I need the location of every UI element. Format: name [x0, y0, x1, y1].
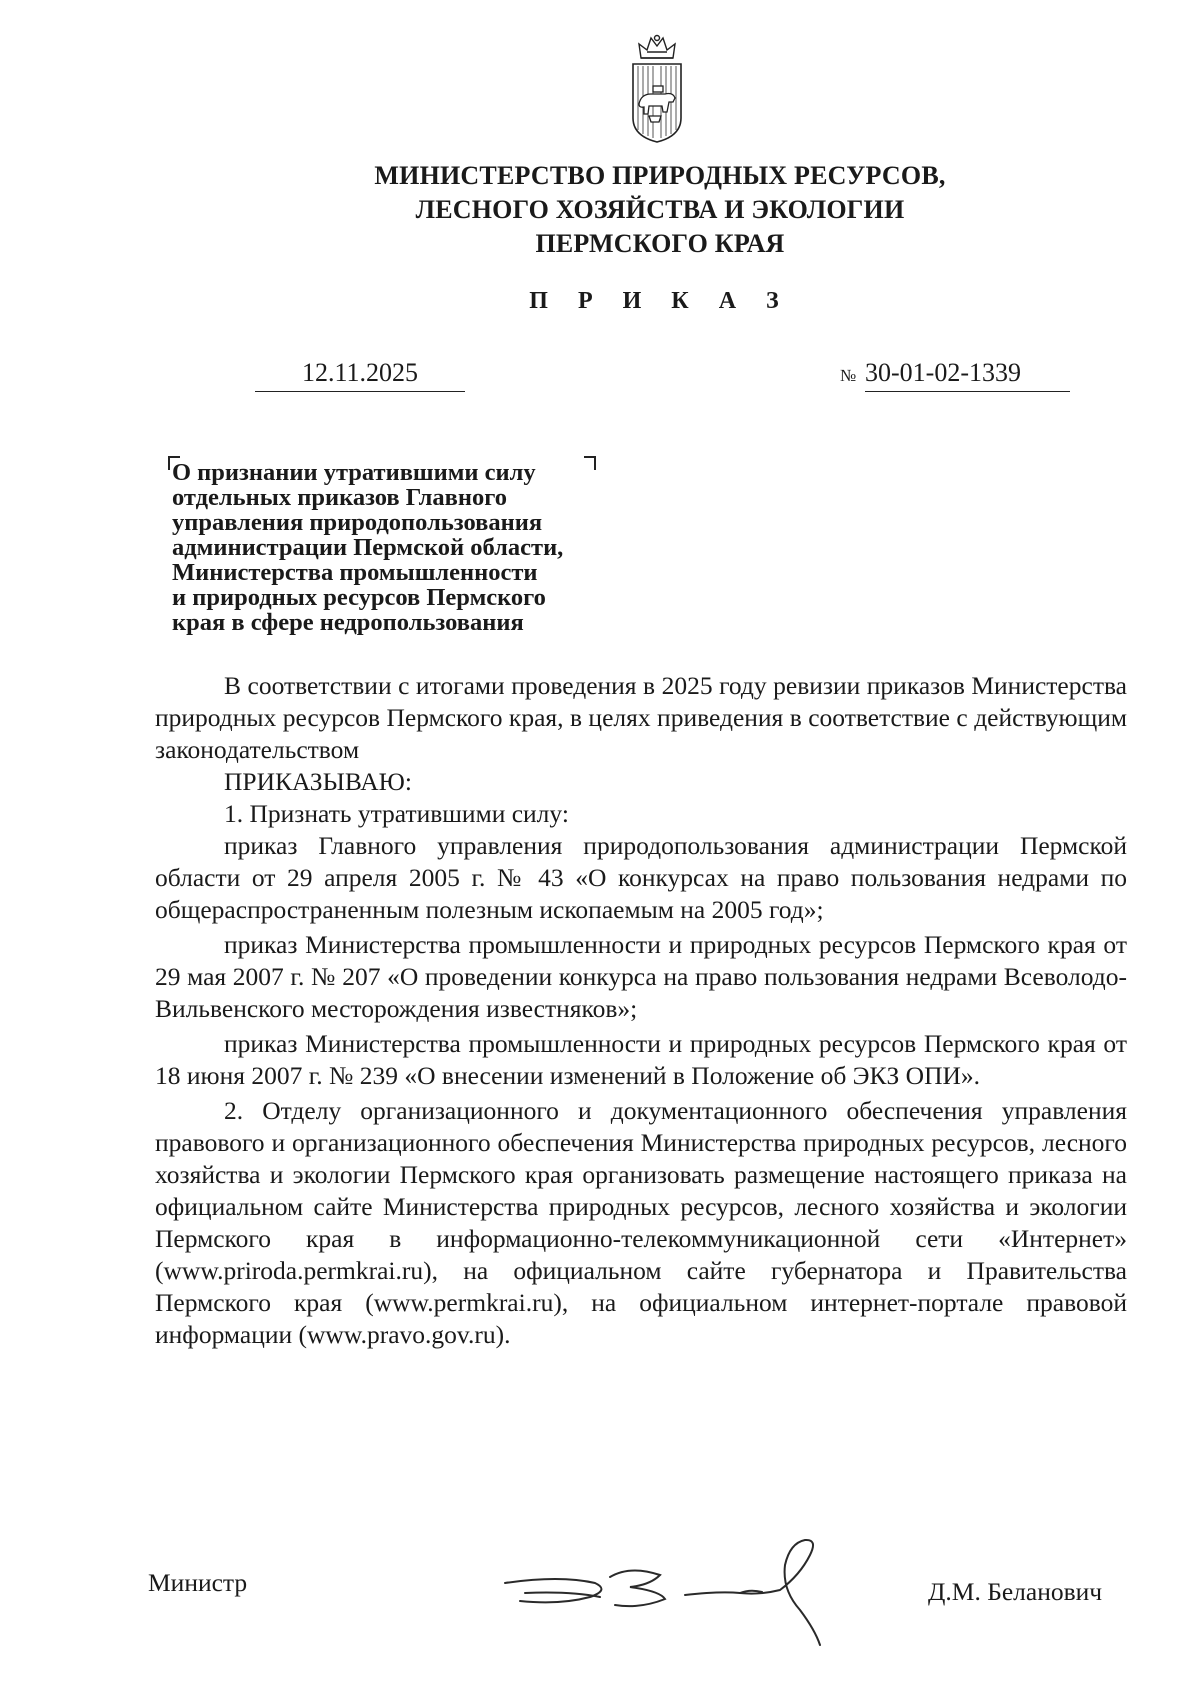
- item-1: 1. Признать утратившими силу:: [224, 799, 569, 828]
- subject-line: управления природопользования: [172, 509, 543, 536]
- subject-line: администрации Пермской области,: [172, 534, 564, 561]
- handwritten-signature: [500, 1535, 880, 1650]
- order-number: 30-01-02-1339: [865, 357, 1070, 392]
- subject-line: Министерства промышленности: [172, 559, 538, 586]
- subject-line: отдельных приказов Главного: [172, 484, 507, 511]
- number-sign: №: [840, 366, 857, 385]
- coat-of-arms-icon: [629, 32, 685, 144]
- item-1-repeal-c: приказ Министерства промышленности и природных ресурсов Пермского края от 18 июня 2007 г. № 239 «О внесении изменений в Положение об ЭКЗ ОПИ».: [155, 1029, 1127, 1090]
- subject-line: края в сфере недропользования: [172, 609, 524, 636]
- ministry-name-line2: ЛЕСНОГО ХОЗЯЙСТВА И ЭКОЛОГИИ: [415, 195, 905, 224]
- subject-line: и природных ресурсов Пермского: [172, 584, 546, 611]
- order-body: [155, 670, 1127, 1351]
- ministry-name-line3: ПЕРМСКОГО КРАЯ: [535, 229, 785, 258]
- preamble-paragraph: В соответствии с итогами проведения в 2025 году ревизии приказов Министерства природных ресурсов Пермского края, в целях приведения в соответствие с действующим законодательством: [155, 671, 1127, 764]
- order-subject: [172, 460, 642, 635]
- document-type: П Р И К А З: [529, 288, 791, 314]
- item-1-repeal-a: приказ Главного управления природопользования администрации Пермской области от 29 апреля 2005 г. № 43 «О конкурсах на право пользования недрами по общераспространенным полезным ископаемым на 2005 год»;: [155, 831, 1127, 924]
- signatory-title: Министр: [148, 1568, 248, 1597]
- order-directive: ПРИКАЗЫВАЮ:: [224, 767, 412, 796]
- ministry-name-line1: МИНИСТЕРСТВО ПРИРОДНЫХ РЕСУРСОВ,: [374, 161, 946, 190]
- item-2: 2. Отделу организационного и документационного обеспечения управления правового и организационного обеспечения Министерства природных ресурсов, лесного хозяйства и экологии Пермского края организовать размещение настоящего приказа на официальном сайте Министерства природных ресурсов, лесного хозяйства и экологии Пермского края в информационно-телекоммуникационной сети «Интернет» (www.priroda.permkrai.ru), на официальном сайте губернатора и Правительства Пермского края (www.permkrai.ru), на официальном интернет-портале правовой информации (www.pravo.gov.ru).: [155, 1096, 1127, 1349]
- item-1-repeal-b: приказ Министерства промышленности и природных ресурсов Пермского края от 29 мая 2007 г. № 207 «О проведении конкурса на право пользования недрами Всеволодо-Вильвенского месторождения известняков»;: [155, 930, 1127, 1023]
- order-date: 12.11.2025: [255, 357, 465, 392]
- subject-line: О признании утратившими силу: [172, 459, 536, 486]
- signatory-name: Д.М. Беланович: [928, 1577, 1103, 1606]
